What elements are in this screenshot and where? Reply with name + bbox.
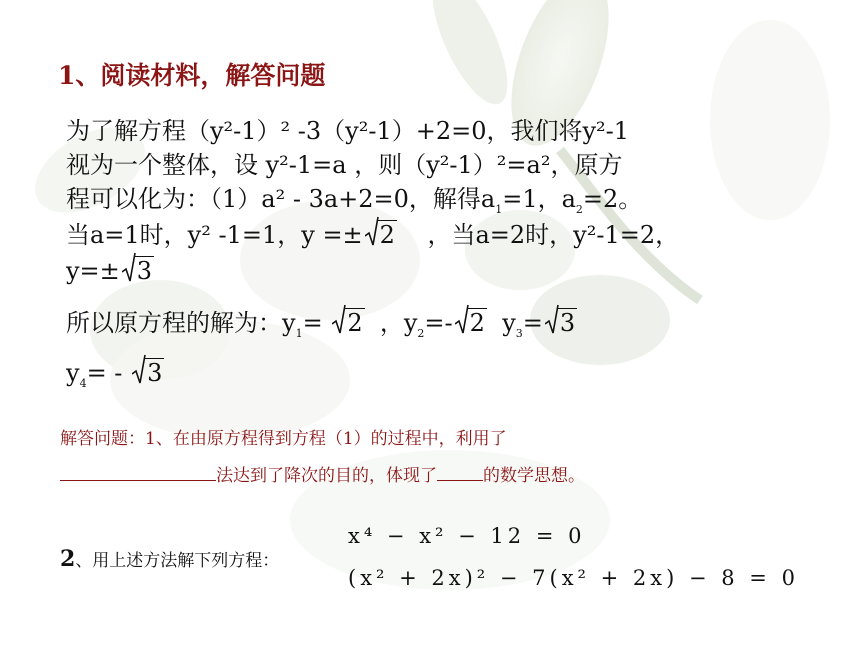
material-line-2: 视为一个整体，设 y²-1=a ，则（y²-1）²=a²，原方 — [66, 151, 623, 179]
material-line-1: 为了解方程（y²-1）² -3（y²-1）+2=0，我们将y²-1 — [66, 117, 630, 145]
sqrt-symbol: 2 — [332, 306, 364, 340]
answer-blank-1[interactable] — [60, 463, 216, 481]
equation-2: (x² + 2x)² − 7(x² + 2x) − 8 = 0 — [348, 566, 799, 590]
solution-line: 所以原方程的解为：$y_1=$ 2 ，$y_2=-$ 2 $y_3=$ 3 — [66, 306, 577, 351]
answer-blank-2[interactable] — [437, 463, 483, 481]
material-line-3: 程可以化为：（1）a² - 3a+2=0，解得$a_1=1$，$a_2=2$。 — [66, 185, 643, 216]
sqrt-symbol: 2 — [455, 306, 487, 340]
material-line-4: 当a=1时，y² -1=1，y =± 2 ，当a=2时，y²-1=2， — [66, 218, 679, 252]
question-1-line-1: 解答问题：1、在由原方程得到方程（1）的过程中，利用了 — [60, 429, 507, 449]
section-title: 1、阅读材料，解答问题 — [58, 61, 326, 90]
question-1-line-2: 法达到了降次的目的，体现了 的数学思想。 — [60, 461, 585, 486]
sqrt-symbol: 3 — [132, 356, 164, 390]
solution-line-y4: $y_4=$ - 3 — [66, 356, 164, 401]
equation-1: x⁴ − x² − 12 = 0 — [348, 524, 586, 548]
question-2-label: 2、用上述方法解下列方程： — [60, 546, 280, 572]
sqrt-symbol: 3 — [545, 306, 577, 340]
sqrt-symbol: 2 — [365, 218, 397, 252]
material-line-5: y=± 3 — [66, 254, 154, 288]
sqrt-symbol: 3 — [122, 254, 154, 288]
